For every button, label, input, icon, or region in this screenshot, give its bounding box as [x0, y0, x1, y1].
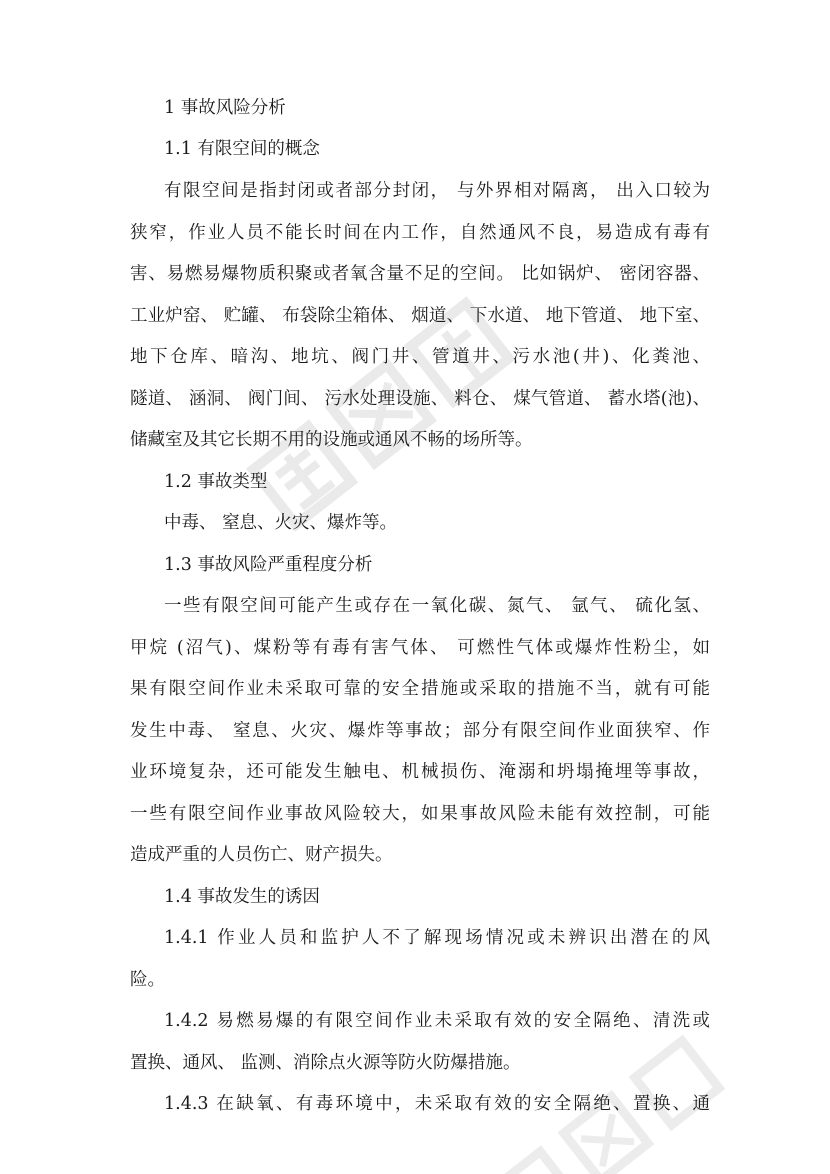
paragraph-line: 工业炉窑、 贮罐、 布袋除尘箱体、 烟道、 下水道、 地下管道、 地下室、 [130, 306, 710, 326]
subsection-heading-1-2: 1.2 事故类型 [164, 472, 268, 492]
paragraph-line: 果有限空间作业未采取可靠的安全措施或采取的措施不当，就有可能 [130, 679, 710, 699]
paragraph-line: 储藏室及其它长期不用的设施或通风不畅的场所等。 [130, 430, 533, 450]
paragraph-line: 害、易燃易爆物质积聚或者氧含量不足的空间。 比如锅炉、 密闭容器、 [130, 264, 710, 284]
paragraph-line: 置换、通风、 监测、消除点火源等防火防爆措施。 [130, 1053, 521, 1073]
paragraph-line: 一些有限空间可能产生或存在一氧化碳、氮气、 氩气、 硫化氢、 [164, 596, 710, 616]
paragraph-line: 业环境复杂，还可能发生触电、机械损伤、淹溺和坍塌掩埋等事故， [130, 762, 710, 782]
paragraph-line: 发生中毒、 窒息、火灾、爆炸等事故；部分有限空间作业面狭窄、作 [130, 721, 710, 741]
paragraph-line: 中毒、 窒息、火灾、爆炸等。 [164, 513, 398, 533]
paragraph-line: 有限空间是指封闭或者部分封闭， 与外界相对隔离， 出入口较为 [164, 181, 710, 201]
paragraph-line: 险。 [130, 970, 165, 990]
subsection-heading-1-4: 1.4 事故发生的诱因 [164, 887, 320, 907]
paragraph-line: 狭窄，作业人员不能长时间在内工作，自然通风不良，易造成有毒有 [130, 223, 710, 243]
watermark-icon [233, 238, 628, 601]
paragraph-line: 造成严重的人员伤亡、财产损失。 [130, 845, 393, 865]
subsection-heading-1-1: 1.1 有限空间的概念 [164, 139, 320, 159]
paragraph-line: 1.4.2 易燃易爆的有限空间作业未采取有效的安全隔绝、清洗或 [164, 1011, 710, 1031]
paragraph-line: 地下仓库、暗沟、地坑、阀门井、管道井、污水池(井)、化粪池、 [130, 347, 710, 367]
paragraph-line: 1.4.1 作业人员和监护人不了解现场情况或未辨识出潜在的风 [164, 928, 710, 948]
section-heading-1: 1 事故风险分析 [164, 98, 286, 118]
paragraph-line: 隧道、 涵洞、 阀门间、 污水处理设施、 料仓、 煤气管道、 蓄水塔(池)、 [130, 389, 710, 409]
paragraph-line: 甲烷 (沼气)、煤粉等有毒有害气体、 可燃性气体或爆炸性粉尘，如 [130, 638, 710, 658]
subsection-heading-1-3: 1.3 事故风险严重程度分析 [164, 555, 373, 575]
paragraph-line: 1.4.3 在缺氧、有毒环境中，未采取有效的安全隔绝、置换、通 [164, 1094, 710, 1114]
paragraph-line: 一些有限空间作业事故风险较大，如果事故风险未能有效控制，可能 [130, 804, 710, 824]
